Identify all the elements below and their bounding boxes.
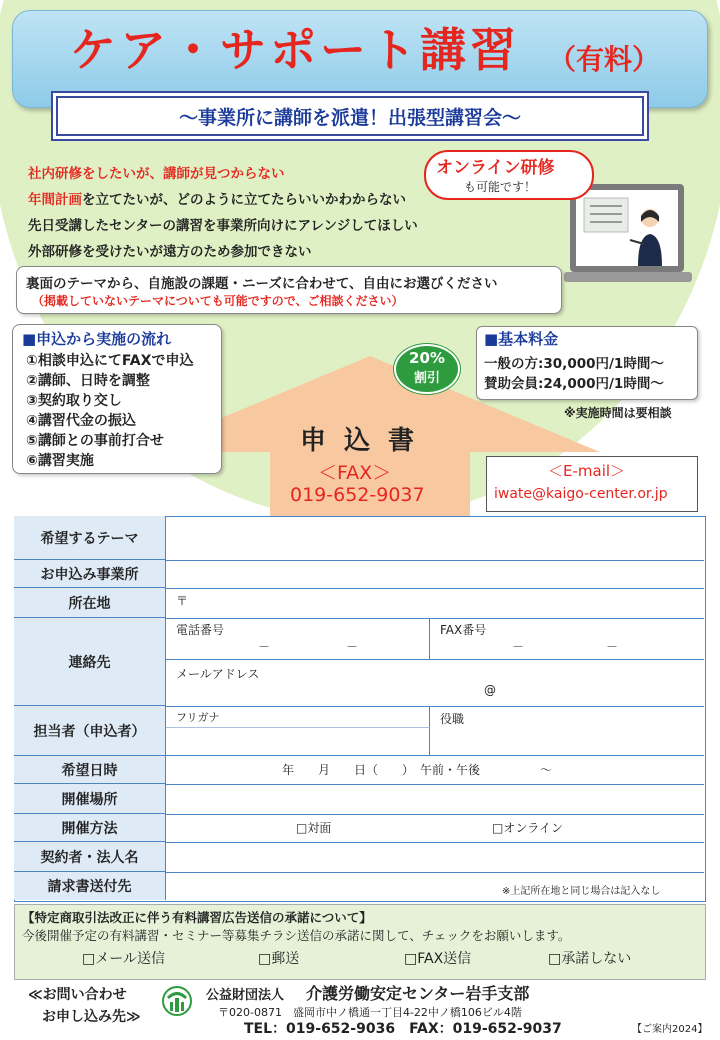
flow-step: ⑥講習実施 xyxy=(26,453,94,469)
venue-field[interactable] xyxy=(166,784,704,815)
flow-step: ⑤講師との事前打合せ xyxy=(26,433,164,449)
page-subtitle: ～事業所に講師を派遣！出張型講習会～ xyxy=(56,96,644,136)
need-line-4 xyxy=(28,240,312,260)
fee-member: 賛助会員:24,000円/1時間～ xyxy=(484,376,664,392)
online-title: オンライン研修 xyxy=(436,158,555,178)
discount-label: 割引 xyxy=(413,371,440,386)
phone-dash: － xyxy=(346,640,359,654)
form-label-contact: 連絡先 xyxy=(14,618,166,706)
contact-line: ≪お問い合わせ xyxy=(28,987,127,1003)
fax-label: ＜FAX＞ xyxy=(318,462,392,484)
position-field[interactable] xyxy=(430,706,704,756)
need-text: 先日受講したセンターの講習を事業所向けにアレンジしてほしい xyxy=(28,218,418,234)
contact-line: お申し込み先≫ xyxy=(42,1009,141,1025)
phone-dash: － xyxy=(258,640,271,654)
consent-email-checkbox[interactable]: □メール送信 xyxy=(82,951,165,967)
form-label-venue: 開催場所 xyxy=(14,784,166,814)
flow-step: ④講習代金の振込 xyxy=(26,413,136,429)
email-label: ＜E-mail＞ xyxy=(548,462,626,480)
application-title: 申込書 xyxy=(300,426,433,456)
theme-field[interactable] xyxy=(166,516,704,561)
date-placeholders: 年 月 日（ ） 午前・午後 ～ xyxy=(282,763,553,777)
form-label-invoice: 請求書送付先 xyxy=(14,872,166,900)
discount-badge xyxy=(394,344,460,394)
form-label-date: 希望日時 xyxy=(14,756,166,784)
org-address: 〒020-0871 盛岡市中ノ橋通一丁目4-22中ノ橋106ビル4階 xyxy=(218,1006,522,1019)
office-field[interactable] xyxy=(166,560,704,589)
discount-percent: 20% xyxy=(409,349,445,367)
person-name-field[interactable] xyxy=(166,728,430,756)
organization-logo-icon xyxy=(162,986,192,1016)
flow-title: ■申込から実施の流れ xyxy=(22,330,172,348)
position-label: 役職 xyxy=(440,712,465,726)
form-label-theme: 希望するテーマ xyxy=(14,516,166,560)
method-in-person-checkbox[interactable]: □対面 xyxy=(296,821,332,835)
fax-label-field: FAX番号 xyxy=(440,623,487,637)
phone-label: 電話番号 xyxy=(176,623,225,637)
method-field xyxy=(166,814,704,843)
choose-text: 裏面のテーマから、自施設の課題・ニーズに合わせて、自由にお選びください xyxy=(26,276,498,292)
form-label-method: 開催方法 xyxy=(14,814,166,842)
form-label-person: 担当者（申込者） xyxy=(14,706,166,756)
form-label-contractor: 契約者・法人名 xyxy=(14,842,166,872)
consent-mail-checkbox[interactable]: □郵送 xyxy=(258,951,300,967)
page-title-suffix: （有料） xyxy=(548,43,661,76)
email-at: @ xyxy=(484,683,496,697)
address-field[interactable] xyxy=(166,588,704,619)
fax-dash: － xyxy=(606,640,619,654)
need-text: 外部研修を受けたいが遠方のため参加できない xyxy=(28,244,312,260)
need-line-1 xyxy=(28,162,285,182)
need-highlight: 社内研修をしたいが、講師が見つからない xyxy=(28,166,285,182)
email-address[interactable]: iwate@kaigo-center.or.jp xyxy=(494,486,668,502)
fax-dash: － xyxy=(512,640,525,654)
furigana-label: フリガナ xyxy=(176,711,220,724)
contractor-field[interactable] xyxy=(166,842,704,873)
fee-title: ■基本料金 xyxy=(484,330,559,348)
org-name: 介護労働安定センター岩手支部 xyxy=(306,984,530,1003)
postal-mark: 〒 xyxy=(176,594,189,608)
need-highlight: 年間計画 xyxy=(28,192,82,208)
fax-number: 019-652-9037 xyxy=(290,484,425,506)
online-subtext: も可能です！ xyxy=(464,180,537,194)
tel-fax-line: TEL：019-652-9036 FAX：019-652-9037 xyxy=(244,1021,562,1037)
form-label-office: お申込み事業所 xyxy=(14,560,166,588)
laptop-teacher-icon xyxy=(564,182,692,298)
guide-tag: 【ご案内2024】 xyxy=(632,1024,708,1035)
consent-fax-checkbox[interactable]: □FAX送信 xyxy=(404,951,472,967)
flow-step: ②講師、日時を調整 xyxy=(26,373,150,389)
flow-step: ③契約取り交し xyxy=(26,393,122,409)
contact-heading xyxy=(28,984,141,1028)
method-online-checkbox[interactable]: □オンライン xyxy=(492,821,563,835)
flow-step: ①相談申込にてFAXで申込 xyxy=(26,353,194,369)
consent-text: 今後開催予定の有料講習・セミナー等募集チラシ送信の承諾に関して、チェックをお願いします。 xyxy=(22,928,571,943)
need-text: を立てたいが、どのように立てたらいいかわからない xyxy=(82,192,406,208)
need-line-2 xyxy=(28,188,406,208)
consent-title: 【特定商取引法改正に伴う有料講習広告送信の承諾について】 xyxy=(22,910,372,925)
need-line-3 xyxy=(28,214,418,234)
page-title: ケア・サポート講習 xyxy=(70,23,520,77)
invoice-note: ※上記所在地と同じ場合は記入なし xyxy=(502,886,661,897)
org-prefix: 公益財団法人 xyxy=(206,988,285,1003)
fee-general: 一般の方:30,000円/1時間～ xyxy=(484,356,664,372)
choose-note: （掲載していないテーマについても可能ですので、ご相談ください） xyxy=(32,294,404,308)
time-note: ※実施時間は要相談 xyxy=(564,406,672,420)
consent-decline-checkbox[interactable]: □承諾しない xyxy=(548,951,632,967)
email-field-label: メールアドレス xyxy=(176,667,260,681)
form-label-address: 所在地 xyxy=(14,588,166,618)
